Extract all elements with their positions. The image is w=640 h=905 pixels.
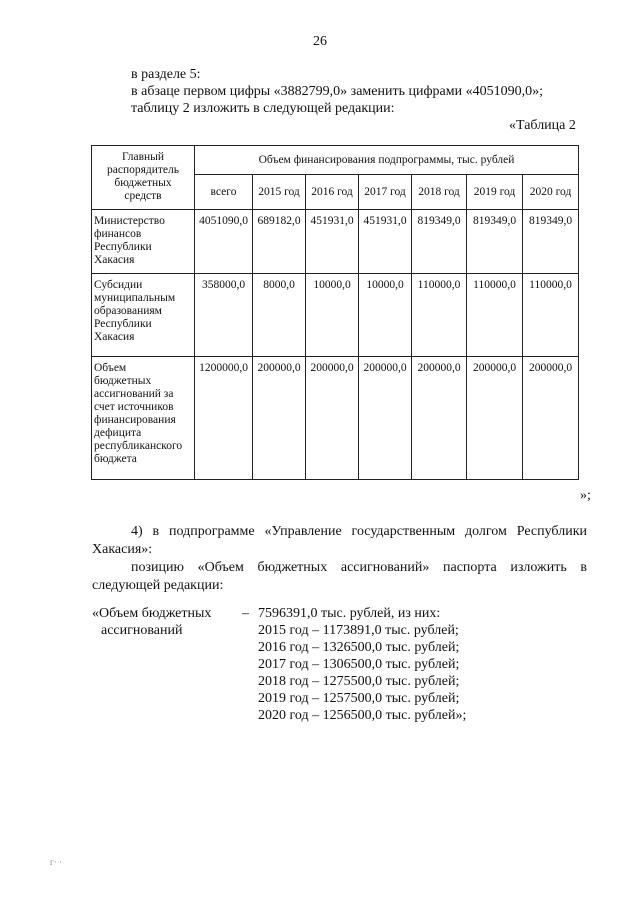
row-label-line: бюджетных [94, 375, 152, 387]
table-caption: «Таблица 2 [509, 118, 576, 133]
cell-2017: 451931,0 [359, 210, 412, 274]
table-row [92, 357, 579, 480]
row-label-line: Министерство [94, 215, 165, 227]
row-label [92, 274, 195, 357]
cell-2019: 200000,0 [467, 357, 523, 480]
header-year-2018: 2018 год [412, 175, 467, 210]
passport-label-line-1: «Объем бюджетных [92, 606, 212, 621]
cell-2016: 451931,0 [306, 210, 359, 274]
row-label-line: муниципальным [94, 292, 176, 304]
passport-value-line: 2020 год – 1256500,0 тыс. рублей»; [258, 708, 467, 723]
passport-value-line: 2016 год – 1326500,0 тыс. рублей; [258, 640, 460, 655]
cell-2019: 819349,0 [467, 210, 523, 274]
table-row [92, 274, 579, 357]
header-main-line: Главный [121, 151, 165, 163]
row-label-line: дефицита [94, 427, 142, 439]
cell-2016: 10000,0 [306, 274, 359, 357]
cell-2020: 110000,0 [523, 274, 579, 357]
header-year-2019: 2019 год [467, 175, 523, 210]
row-label-line: образованиям [94, 305, 162, 317]
section4-line-2: Хакасия»: [92, 542, 153, 557]
section4-word: позицию [131, 560, 184, 575]
table-row [92, 210, 579, 274]
row-label-line: Республики [94, 241, 152, 253]
header-main-distributor [92, 146, 195, 210]
passport-value-line: 7596391,0 тыс. рублей, из них: [258, 606, 441, 621]
header-year-2016: 2016 год [306, 175, 359, 210]
cell-total: 1200000,0 [195, 357, 253, 480]
header-main-line: бюджетных [114, 177, 172, 189]
cell-2017: 10000,0 [359, 274, 412, 357]
passport-value-line: 2015 год – 1173891,0 тыс. рублей; [258, 623, 459, 638]
section4-word: бюджетных [257, 560, 328, 575]
financing-table [91, 145, 579, 480]
passport-dash: – [242, 606, 249, 621]
section4-word: изложить [510, 560, 567, 575]
cell-2018: 200000,0 [412, 357, 467, 480]
intro-line-3: таблицу 2 изложить в следующей редакции: [131, 101, 395, 116]
row-label-line: счет источников [94, 401, 174, 413]
cell-2015: 689182,0 [253, 210, 306, 274]
row-label-line: бюджета [94, 453, 137, 465]
cell-2015: 200000,0 [253, 357, 306, 480]
cell-2018: 110000,0 [412, 274, 467, 357]
page-number: 26 [313, 34, 327, 49]
section4-line-1 [131, 524, 587, 540]
header-year-2020: 2020 год [523, 175, 579, 210]
header-main-line: распорядитель [106, 164, 180, 176]
cell-2018: 819349,0 [412, 210, 467, 274]
row-label-line: Хакасия [94, 254, 135, 266]
section4-word: 4) [131, 524, 143, 539]
row-label-line: Объем [94, 362, 127, 374]
cell-2015: 8000,0 [253, 274, 306, 357]
passport-value-line: 2018 год – 1275500,0 тыс. рублей; [258, 674, 460, 689]
passport-value-line: 2019 год – 1257500,0 тыс. рублей; [258, 691, 460, 706]
cell-total: 358000,0 [195, 274, 253, 357]
intro-line-1: в разделе 5: [131, 67, 201, 82]
passport-label-line-2: ассигнований [101, 623, 183, 638]
cell-2016: 200000,0 [306, 357, 359, 480]
row-label-line: республиканского [94, 440, 183, 452]
header-main-line: средств [124, 190, 162, 202]
row-label [92, 210, 195, 274]
row-label-line: финансов [94, 228, 142, 240]
header-year-2017: 2017 год [359, 175, 412, 210]
section4-word: «Управление [264, 524, 342, 539]
cell-2019: 110000,0 [467, 274, 523, 357]
section4-word: «Объем [197, 560, 244, 575]
cell-2020: 819349,0 [523, 210, 579, 274]
row-label-line: Хакасия [94, 331, 135, 343]
cell-total: 4051090,0 [195, 210, 253, 274]
header-year-2015: 2015 год [253, 175, 306, 210]
section4-word: паспорта [443, 560, 497, 575]
section4-word: ассигнований» [340, 560, 430, 575]
section4-word: в [580, 560, 587, 575]
row-label-line: Республики [94, 318, 152, 330]
section4-word: долгом [464, 524, 507, 539]
table-closing-mark: »; [580, 488, 591, 503]
section4-line-3 [131, 560, 587, 576]
section4-word: государственным [351, 524, 456, 539]
section4-word: подпрограмме [169, 524, 255, 539]
section4-line-4: следующей редакции: [92, 578, 224, 593]
row-label-line: Субсидии [94, 279, 143, 291]
header-financing-volume: Объем финансирования подпрограммы, тыс. рублей [195, 146, 579, 175]
cell-2017: 200000,0 [359, 357, 412, 480]
scan-corner-mark: г· · [50, 857, 62, 867]
row-label-line: ассигнований за [94, 388, 174, 400]
intro-line-2: в абзаце первом цифры «3882799,0» заменить цифрами «4051090,0»; [131, 84, 543, 99]
passport-value-line: 2017 год – 1306500,0 тыс. рублей; [258, 657, 460, 672]
section4-word: Республики [516, 524, 587, 539]
row-label-line: финансирования [94, 414, 176, 426]
section4-word: в [152, 524, 160, 539]
row-label [92, 357, 195, 480]
cell-2020: 200000,0 [523, 357, 579, 480]
header-total: всего [195, 175, 253, 210]
